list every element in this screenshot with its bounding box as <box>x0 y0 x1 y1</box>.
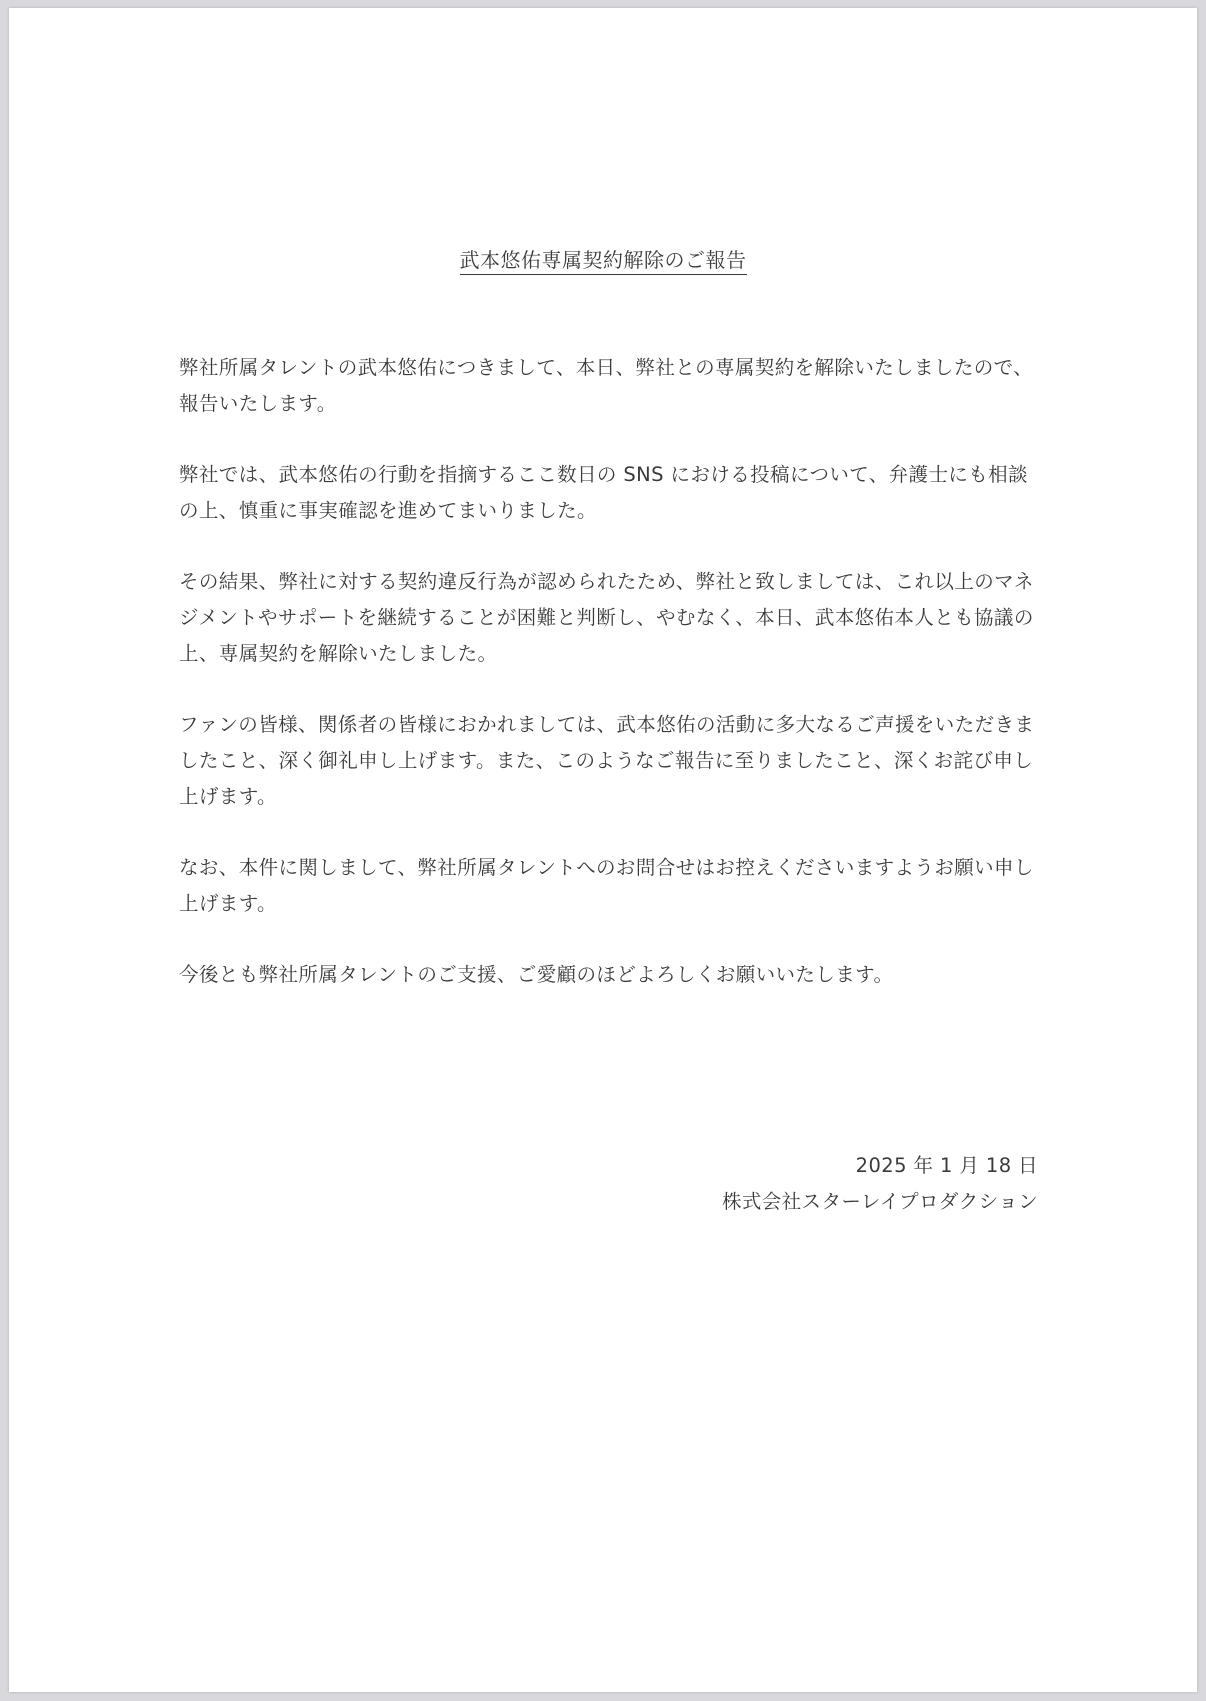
signature-block <box>722 1148 1038 1220</box>
issue-date: 2025 年 1 月 18 日 <box>855 1154 1038 1177</box>
paragraph-4: ファンの皆様、関係者の皆様におかれましては、武本悠佑の活動に多大なるご声援をいただきましたこと、深く御礼申し上げます。また、このようなご報告に至りましたこと、深くお詫び申し上げます。 <box>179 713 1035 808</box>
paragraph-6: 今後とも弊社所属タレントのご支援、ご愛顧のほどよろしくお願いいたします。 <box>179 963 894 986</box>
document-body <box>179 350 1039 1028</box>
document-title: 武本悠佑専属契約解除のご報告 <box>460 248 747 275</box>
company-name: 株式会社スターレイプロダクション <box>721 1190 1038 1213</box>
paragraph-3: その結果、弊社に対する契約違反行為が認められたため、弊社と致しましては、これ以上のマネジメントやサポートを継続することが困難と判断し、やむなく、本日、武本悠佑本人とも協議の上、専属契約を解除いたしました。 <box>179 570 1034 665</box>
document-page <box>9 8 1197 1692</box>
paragraph-2: 弊社では、武本悠佑の行動を指摘するここ数日の SNS における投稿について、弁護士にも相談の上、慎重に事実確認を進めてまいりました。 <box>179 463 1028 522</box>
document-title-container <box>9 244 1197 273</box>
paragraph-1: 弊社所属タレントの武本悠佑につきまして、本日、弊社との専属契約を解除いたしましたので、報告いたします。 <box>179 356 1034 415</box>
paragraph-5: なお、本件に関しまして、弊社所属タレントへのお問合せはお控えくださいますようお願い申し上げます。 <box>179 856 1034 915</box>
